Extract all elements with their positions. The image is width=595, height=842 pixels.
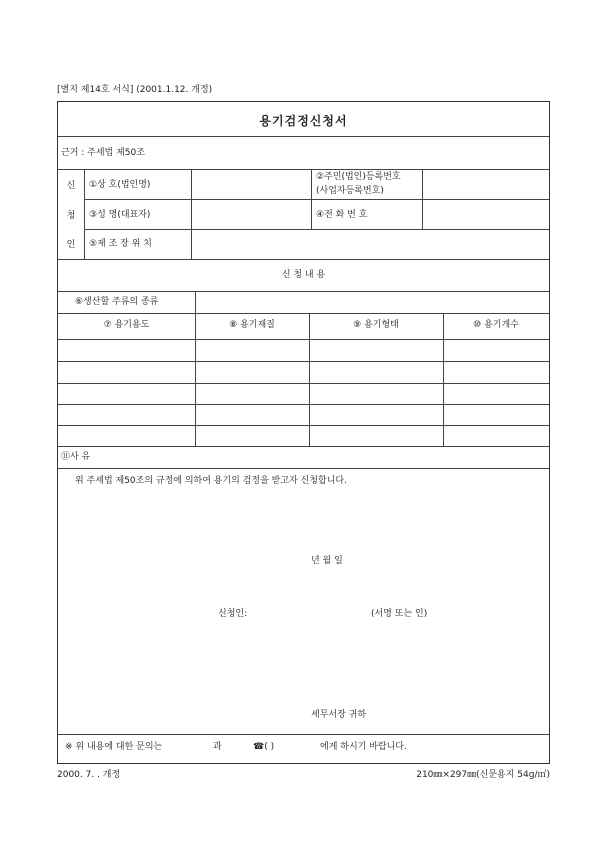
applicant-label-char-1: 신	[66, 181, 76, 191]
divider	[311, 169, 312, 229]
application-content-header: 신 청 내 용	[281, 270, 326, 280]
inquiry-suffix: 에게 하시기 바랍니다.	[320, 742, 407, 752]
reason-label: ⑪사 유	[61, 452, 91, 462]
factory-location-label: ⑤제 조 장 위 치	[89, 239, 152, 249]
page-title: 용기검정신청서	[259, 114, 348, 128]
applicant-label-char-3: 인	[66, 240, 76, 250]
applicant-sign-field[interactable]	[258, 604, 368, 620]
applicant-sign-label: 신청인:	[218, 609, 248, 619]
column-header-usage: ⑦ 용기용도	[103, 320, 150, 330]
date-line: 년 월 일	[311, 556, 343, 566]
application-form	[57, 101, 550, 764]
divider	[58, 259, 549, 260]
phone-number-field[interactable]	[423, 200, 548, 228]
signature-hint: (서명 또는 인)	[371, 609, 428, 619]
table-row[interactable]	[58, 362, 549, 383]
registration-number-label: ②주민(법인)등록번호	[316, 172, 401, 182]
liquor-type-field[interactable]	[196, 292, 548, 312]
divider	[58, 468, 549, 469]
divider	[58, 136, 549, 137]
inquiry-dept-suffix: 과	[213, 742, 222, 752]
phone-number-label: ④전 화 번 호	[316, 210, 368, 220]
column-header-shape: ⑨ 용기형태	[353, 320, 399, 330]
table-row[interactable]	[58, 405, 549, 425]
inquiry-prefix: ※ 위 내용에 대한 문의는	[65, 742, 163, 752]
table-row[interactable]	[58, 426, 549, 446]
inquiry-phone: ☎( )	[253, 742, 275, 752]
legal-basis: 근거 : 주세법 제50조	[61, 148, 145, 158]
form-header: [별지 제14호 서식] (2001.1.12. 개정)	[57, 85, 213, 95]
reason-field[interactable]	[196, 447, 548, 467]
column-header-count: ⑩ 용기개수	[473, 320, 519, 330]
factory-location-field[interactable]	[192, 230, 548, 258]
divider	[58, 313, 549, 314]
divider	[58, 734, 549, 735]
table-row[interactable]	[58, 384, 549, 404]
divider	[84, 169, 85, 259]
footer-paper-spec: 210㎜×297㎜(신문용지 54g/㎡)	[416, 770, 550, 780]
applicant-label-char-2: 청	[66, 211, 76, 221]
company-name-field[interactable]	[192, 170, 310, 198]
representative-name-field[interactable]	[192, 200, 310, 228]
table-row[interactable]	[58, 340, 549, 361]
representative-name-label: ③성 명(대표자)	[89, 210, 151, 220]
liquor-type-label: ⑥생산할 주류의 종류	[75, 297, 159, 307]
recipient: 세무서장 귀하	[311, 710, 367, 720]
footer-revision: 2000. 7. . 개정	[57, 770, 121, 780]
business-registration-label: (사업자등록번호)	[316, 186, 384, 196]
company-name-label: ①상 호(법인명)	[89, 180, 151, 190]
application-statement: 위 주세법 제50조의 규정에 의하여 용기의 검정을 받고자 신청합니다.	[75, 476, 347, 486]
column-header-material: ⑧ 용기재질	[229, 320, 275, 330]
registration-number-field[interactable]	[423, 170, 548, 198]
